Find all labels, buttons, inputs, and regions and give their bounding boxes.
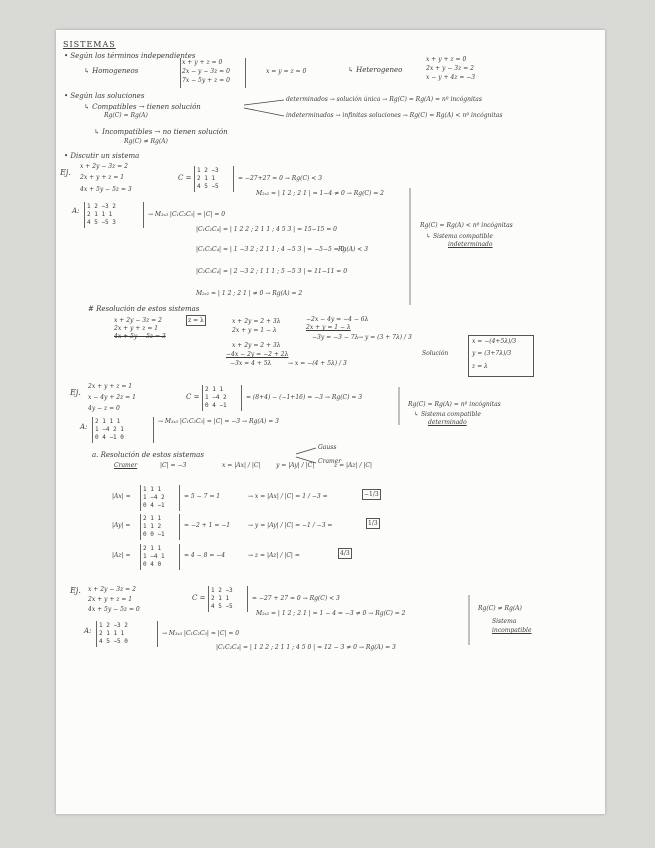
ej2-eq-3: 4y − z = 0: [88, 405, 120, 412]
matrix-bracket: [152, 417, 154, 443]
matrix-bracket: [156, 621, 158, 647]
ej1-r4-eq-1: x + 2y = 2 + 3λ: [232, 342, 281, 349]
ej2-ax-label: |Ax| =: [112, 493, 131, 500]
bracket: [180, 58, 181, 88]
ej3-result-3: incompatible: [492, 627, 532, 634]
ej3-minor-2x2: M₂ₓ₂ = | 1 2 ; 2 1 | = 1 − 4 = −3 ≠ 0 → Rg(C) = 2: [256, 610, 406, 617]
ej1-a-m3: → M₃ₓ₃ |C₁C₂C₃| = |C| = 0: [148, 211, 226, 218]
matrix-bracket: [96, 621, 97, 647]
indeterminados-text: indeterminados → infinitas soluciones → Rg(C) = Rg(A) < nº incógnitas: [286, 112, 503, 119]
ej2-z-result: → z = |Az| / |C| =: [248, 552, 300, 559]
ej2-y-result: → y = |Ay| / |C| = −1 / −3 =: [248, 522, 333, 529]
ej2-ay-row-1: 2 1 1: [143, 515, 162, 522]
ej3-c-row-3: 4 5 −5: [211, 603, 233, 610]
ej3-eq-1: x + 2y − 3z = 2: [88, 586, 136, 593]
ej2-a-m3: → M₃ₓ₃ |C₁C₂C₃| = |C| = −3 → Rg(A) = 3: [158, 418, 279, 425]
ej1-r-eq-2: 2x + y + z = 1: [114, 325, 159, 332]
homog-eq-1: x + y + z = 0: [182, 59, 223, 66]
heter-eq-3: x − y + 4z = −3: [426, 74, 476, 81]
matrix-bracket: [194, 166, 195, 192]
ej2-az-row-1: 2 1 1: [143, 545, 162, 552]
example-3-label: Ej.: [70, 586, 81, 595]
ej1-sol-z: z = λ: [472, 363, 488, 370]
ej2-resolution-heading: a. Resolución de estos sistemas: [92, 451, 204, 459]
matrix-bracket: [92, 417, 93, 443]
ej1-r4-eq-2: −4x − 2y = −2 + 2λ: [226, 351, 289, 358]
ej3-c-label: C =: [192, 594, 206, 602]
section-solutions-heading: • Según las soluciones: [64, 92, 145, 100]
ej3-eq-3: 4x + 5y − 5z = 0: [88, 606, 140, 613]
ej3-a-m3: → M₃ₓ₃ |C₁C₂C₃| = |C| = 0: [162, 630, 240, 637]
ej1-c-label: C =: [178, 174, 192, 182]
ej2-c-label: C =: [186, 393, 200, 401]
ej2-c-row-3: 0 4 −1: [205, 402, 227, 409]
compatibles-label: ↳ Compatibles → tienen solución: [84, 103, 201, 111]
ej1-eq-1: x + 2y − 3z = 2: [80, 163, 128, 170]
ej2-az-row-3: 0 4 0: [143, 561, 162, 568]
heterogeneous-label: ↳ Heterogeneo: [348, 66, 403, 74]
ej3-a-row-1: 1 2 −3 2: [99, 622, 128, 629]
ej2-a-row-3: 0 4 −1 0: [95, 434, 124, 441]
ej1-eq-3: 4x + 5y − 5z = 3: [80, 186, 132, 193]
ej2-az-row-2: 1 −4 1: [143, 553, 165, 560]
ej2-c-value: |C| = −3: [160, 462, 187, 469]
ej2-ax-row-1: 1 1 1: [143, 486, 162, 493]
ej1-result: Rg(C) = Rg(A) < nº incógnitas: [420, 222, 513, 229]
page-title: SISTEMAS: [63, 40, 116, 49]
matrix-bracket: [246, 586, 248, 612]
ej1-a-minor-2x2: M₂ₓ₂ = | 1 2 ; 2 1 | ≠ 0 → Rg(A) = 2: [196, 290, 303, 297]
discutir-heading: • Discutir un sistema: [64, 152, 140, 160]
ej2-result-3: determinado: [428, 419, 467, 426]
ej1-eq-2: 2x + y + z = 1: [80, 174, 125, 181]
ej1-c-row-1: 1 2 −3: [197, 167, 219, 174]
matrix-bracket: [178, 544, 180, 570]
ej2-c-row-2: 1 −4 2: [205, 394, 227, 401]
ej2-formula-z: z = |Az| / |C|: [334, 462, 373, 469]
ej2-formula-x: x = |Ax| / |C|: [222, 462, 261, 469]
ej2-y-box: 1/3: [368, 520, 378, 527]
ej2-ax-row-2: 1 −4 2: [143, 494, 165, 501]
matrix-bracket: [178, 514, 180, 540]
ej1-c-det: = −27+27 = 0 → Rg(C) < 3: [238, 175, 323, 182]
ej1-r2-eq-2: 2x + y = 1 − λ: [232, 327, 277, 334]
ej2-result-2: ↳ Sistema compatible: [414, 411, 481, 418]
homog-solution: x = y = z = 0: [266, 68, 307, 75]
ej1-a-row-3: 4 5 −5 3: [87, 219, 116, 226]
matrix-bracket: [142, 202, 144, 228]
ej1-a-minor-1: |C₁C₂C₄| = | 1 2 2 ; 2 1 1 ; 4 5 3 | = 15−15 = 0: [196, 226, 337, 233]
ej3-eq-2: 2x + y + z = 1: [88, 596, 133, 603]
ej2-eq-2: x − 4y + 2z = 1: [88, 394, 136, 401]
ej2-ay-value: = −2 + 1 = −1: [184, 522, 231, 529]
matrix-bracket: [208, 586, 209, 612]
determinados-text: determinados → solución única → Rg(C) = Rg(A) = nº incógnitas: [286, 96, 482, 103]
ej2-gauss: Gauss: [318, 444, 337, 451]
ej1-c-row-2: 2 1 1: [197, 175, 216, 182]
ej2-c-row-1: 2 1 1: [205, 386, 224, 393]
matrix-bracket: [140, 485, 141, 511]
ej2-ax-value: = 5 − 7 = 1: [184, 493, 221, 500]
ej2-ax-row-3: 0 4 −1: [143, 502, 165, 509]
ej1-r3-eq-2: 2x + y = 1 − λ: [306, 324, 351, 331]
ej2-z-box: 4/3: [340, 550, 350, 557]
ej2-az-value: = 4 − 8 = −4: [184, 552, 226, 559]
ej1-x-solution: → x = −(4 + 5λ) / 3: [288, 360, 347, 367]
homogeneous-label: ↳ Homogeneos: [84, 67, 139, 75]
ej1-a-minor-2: |C₁C₃C₄| = | 1 −3 2 ; 2 1 1 ; 4 −5 3 | = −5−5 = 0: [196, 246, 345, 253]
connector-lines: [56, 30, 605, 814]
ej1-r3-eq-1: −2x − 4y = −4 − 6λ: [306, 316, 369, 323]
matrix-bracket: [140, 514, 141, 540]
homog-eq-2: 2x − y − 3z = 0: [182, 68, 230, 75]
heter-eq-2: 2x + y − 3z = 2: [426, 65, 474, 72]
ej1-minor-2x2: M₂ₓ₂ = | 1 2 ; 2 1 | = 1−4 ≠ 0 → Rg(C) = 2: [256, 190, 384, 197]
matrix-bracket: [232, 166, 234, 192]
ej2-cramer: Cramer: [318, 458, 342, 465]
ej2-a-row-2: 1 −4 2 1: [95, 426, 124, 433]
incompatibles-label: ↳ Incompatibles → no tienen solución: [94, 128, 228, 136]
ej3-a-row-2: 2 1 1 1: [99, 630, 125, 637]
heter-eq-1: x + y + z = 0: [426, 56, 467, 63]
ej2-ay-row-3: 0 0 −1: [143, 531, 165, 538]
ej1-result-3: indeterminado: [448, 241, 493, 248]
ej3-result: Rg(C) ≠ Rg(A): [478, 605, 522, 612]
ej2-formula-y: y = |Ay| / |C|: [276, 462, 315, 469]
ej2-ay-row-2: 1 1 2: [143, 523, 162, 530]
example-1-label: Ej.: [60, 168, 71, 177]
ej2-ay-label: |Ay| =: [112, 522, 131, 529]
ej1-r3-eq-3: −3y = −3 − 7λ: [312, 334, 359, 341]
ej2-eq-1: 2x + y + z = 1: [88, 383, 133, 390]
matrix-bracket: [84, 202, 85, 228]
ej1-r-eq-1: x + 2y − 3z = 2: [114, 317, 162, 324]
matrix-bracket: [140, 544, 141, 570]
ej3-c-det: = −27 + 27 = 0 → Rg(C) < 3: [252, 595, 340, 602]
matrix-bracket: [202, 385, 203, 411]
matrix-bracket: [178, 485, 180, 511]
ej3-a-label: A:: [84, 627, 92, 635]
ej2-x-box: −1/3: [364, 491, 379, 498]
ej3-a-row-3: 4 5 −5 0: [99, 638, 128, 645]
ej3-c-row-1: 1 2 −3: [211, 587, 233, 594]
ej3-a-minor: |C₁C₂C₄| = | 1 2 2 ; 2 1 1 ; 4 5 0 | = 12 − 3 ≠ 0 → Rg(A) = 3: [216, 644, 396, 651]
compat-condition: Rg(C) = Rg(A): [104, 112, 148, 119]
ej2-x-result: → x = |Ax| / |C| = 1 / −3 =: [248, 493, 328, 500]
notebook-page: [56, 30, 605, 814]
ej1-a-minor-3: |C₂C₃C₄| = | 2 −3 2 ; 1 1 1 ; 5 −5 3 | = 11−11 = 0: [196, 268, 348, 275]
ej1-a-row-1: 1 2 −3 2: [87, 203, 116, 210]
ej1-solution-box: [468, 335, 534, 377]
incompat-condition: Rg(C) ≠ Rg(A): [124, 138, 168, 145]
ej2-a-label: A:: [80, 423, 88, 431]
ej3-c-row-2: 2 1 1: [211, 595, 230, 602]
ej1-r4-eq-3: −3x = 4 + 5λ: [230, 360, 272, 367]
ej2-a-row-1: 2 1 1 1: [95, 418, 121, 425]
bracket: [244, 58, 246, 88]
ej1-a-label: A:: [72, 207, 80, 215]
ej1-solution-label: Solución: [422, 350, 449, 357]
ej2-cramer-underlined: Cramer: [114, 462, 138, 469]
ej1-y-solution: → y = (3 + 7λ) / 3: [358, 334, 412, 341]
ej1-c-row-3: 4 5 −5: [197, 183, 219, 190]
example-2-label: Ej.: [70, 388, 81, 397]
ej1-a-row-2: 2 1 1 1: [87, 211, 113, 218]
ej1-sol-x: x = −(4+5λ)/3: [472, 338, 517, 345]
ej1-sol-y: y = (3+7λ)/3: [472, 350, 512, 357]
homog-eq-3: 7x − 5y + z = 0: [182, 77, 230, 84]
ej1-rga-lt3: Rg(A) < 3: [338, 246, 369, 253]
section-independent-terms-heading: • Según los términos independientes: [64, 52, 196, 60]
matrix-bracket: [240, 385, 242, 411]
ej1-resolution-heading: # Resolución de estos sistemas: [88, 305, 200, 313]
ej2-c-det: = (8+4) − (−1+16) = −3 → Rg(C) = 3: [246, 394, 363, 401]
ej2-result: Rg(C) = Rg(A) = nº incógnitas: [408, 401, 501, 408]
ej1-r-eq-3: 4x + 5y − 5z = 3: [114, 333, 166, 340]
ej1-result-2: ↳ Sistema compatible: [426, 233, 493, 240]
ej1-r2-eq-1: x + 2y = 2 + 3λ: [232, 318, 281, 325]
ej3-result-2: Sistema: [492, 618, 517, 625]
ej1-z-lambda-box: z = λ: [188, 317, 204, 324]
ej2-az-label: |Az| =: [112, 552, 131, 559]
